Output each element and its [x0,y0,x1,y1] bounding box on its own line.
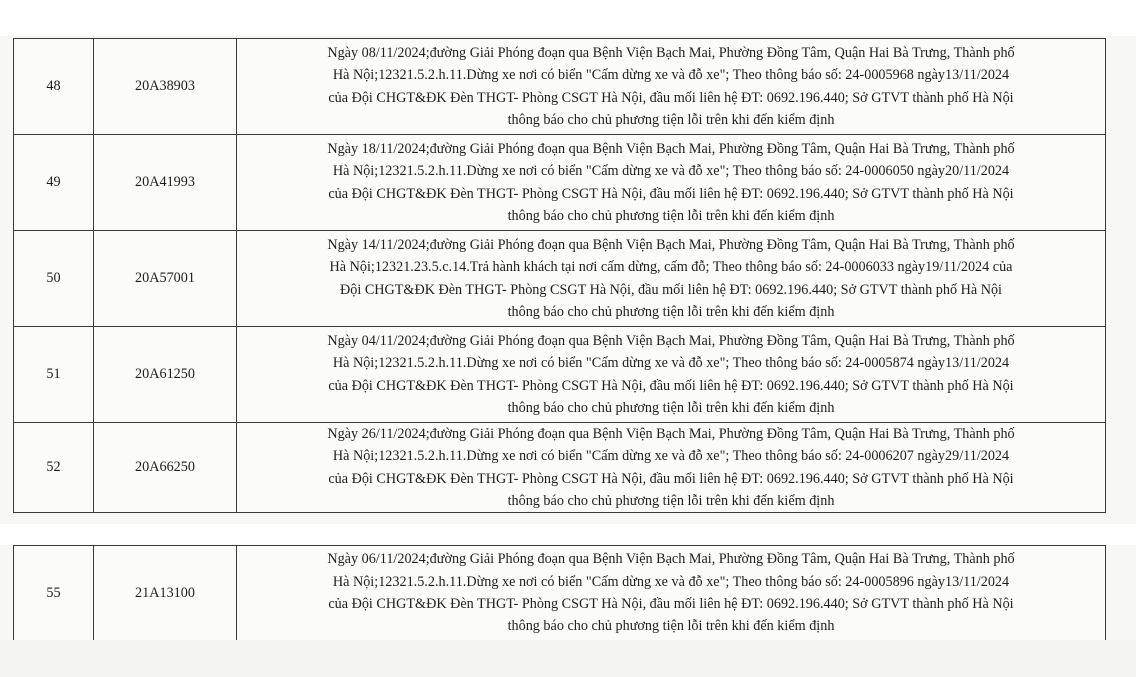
description-line: thông báo cho chủ phương tiện lỗi trên khi đến kiểm định [507,303,835,320]
row-number: 49 [14,135,94,231]
row-number: 55 [14,546,94,641]
row-number: 48 [14,39,94,135]
description-line: Ngày 18/11/2024;đường Giải Phóng đoạn qua Bệnh Viện Bạch Mai, Phường Đồng Tâm, Quận Hai Bà Trưng, Thành phố [327,140,1015,157]
description-line: Hà Nội;12321.5.2.h.11.Dừng xe nơi có biển "Cấm dừng xe và đỗ xe"; Theo thông báo số: 24-0005896 ngày13/11/2024 [332,573,1010,590]
violation-description [237,135,1106,231]
violation-description [237,423,1106,513]
description-line: Hà Nội;12321.5.2.h.11.Dừng xe nơi có biển "Cấm dừng xe và đỗ xe"; Theo thông báo số: 24-0005874 ngày13/11/2024 [332,355,1010,372]
description-line: Ngày 14/11/2024;đường Giải Phóng đoạn qua Bệnh Viện Bạch Mai, Phường Đồng Tâm, Quận Hai Bà Trưng, Thành phố [327,236,1015,253]
table-row [14,39,1106,135]
description-line: Hà Nội;12321.5.2.h.11.Dừng xe nơi có biển "Cấm dừng xe và đỗ xe"; Theo thông báo số: 24-0005968 ngày13/11/2024 [332,67,1010,84]
violation-description [237,327,1106,423]
description-line: của Đội CHGT&ĐK Đèn THGT- Phòng CSGT Hà Nội, đầu mối liên hệ ĐT: 0692.196.440; Sở GTVT thành phố Hà Nội [328,89,1014,106]
table-row [14,327,1106,423]
table-row [14,135,1106,231]
description-line: Đội CHGT&ĐK Đèn THGT- Phòng CSGT Hà Nội, đầu mối liên hệ ĐT: 0692.196.440; Sở GTVT thành phố Hà Nội [339,281,1003,298]
table-row [14,231,1106,327]
violation-table-continued [13,545,1106,641]
description-line: Hà Nội;12321.5.2.h.11.Dừng xe nơi có biển "Cấm dừng xe và đỗ xe"; Theo thông báo số: 24-0006207 ngày29/11/2024 [332,448,1010,465]
description-line: Ngày 06/11/2024;đường Giải Phóng đoạn qua Bệnh Viện Bạch Mai, Phường Đồng Tâm, Quận Hai Bà Trưng, Thành phố [327,551,1015,568]
table-row [14,423,1106,513]
description-line: Ngày 26/11/2024;đường Giải Phóng đoạn qua Bệnh Viện Bạch Mai, Phường Đồng Tâm, Quận Hai Bà Trưng, Thành phố [327,426,1015,442]
license-plate: 20A66250 [94,423,237,513]
description-line: Hà Nội;12321.23.5.c.14.Trả hành khách tại nơi cấm dừng, cấm đỗ; Theo thông báo số: 24-0006033 ngày19/11/2024 của [329,259,1013,276]
license-plate: 21A13100 [94,546,237,641]
row-number: 51 [14,327,94,423]
page-bottom-margin [0,640,1136,677]
license-plate: 20A38903 [94,39,237,135]
description-line: của Đội CHGT&ĐK Đèn THGT- Phòng CSGT Hà Nội, đầu mối liên hệ ĐT: 0692.196.440; Sở GTVT thành phố Hà Nội [328,596,1014,612]
violation-table [13,38,1106,513]
license-plate: 20A61250 [94,327,237,423]
description-line: của Đội CHGT&ĐK Đèn THGT- Phòng CSGT Hà Nội, đầu mối liên hệ ĐT: 0692.196.440; Sở GTVT thành phố Hà Nội [328,377,1014,394]
description-line: Ngày 08/11/2024;đường Giải Phóng đoạn qua Bệnh Viện Bạch Mai, Phường Đồng Tâm, Quận Hai Bà Trưng, Thành phố [327,44,1015,61]
license-plate: 20A57001 [94,231,237,327]
description-line: thông báo cho chủ phương tiện lỗi trên khi đến kiểm định [507,111,835,128]
license-plate: 20A41993 [94,135,237,231]
violation-description [237,231,1106,327]
description-line: thông báo cho chủ phương tiện lỗi trên khi đến kiểm định [507,207,835,224]
description-line: của Đội CHGT&ĐK Đèn THGT- Phòng CSGT Hà Nội, đầu mối liên hệ ĐT: 0692.196.440; Sở GTVT thành phố Hà Nội [328,470,1014,487]
row-number: 52 [14,423,94,513]
description-line: Hà Nội;12321.5.2.h.11.Dừng xe nơi có biển "Cấm dừng xe và đỗ xe"; Theo thông báo số: 24-0006050 ngày20/11/2024 [332,163,1010,180]
description-line: thông báo cho chủ phương tiện lỗi trên khi đến kiểm định [507,492,835,509]
description-line: thông báo cho chủ phương tiện lỗi trên khi đến kiểm định [507,618,835,635]
row-number: 50 [14,231,94,327]
table-row [14,546,1106,641]
violation-description [237,39,1106,135]
page-top-margin [0,0,1136,36]
description-line: của Đội CHGT&ĐK Đèn THGT- Phòng CSGT Hà Nội, đầu mối liên hệ ĐT: 0692.196.440; Sở GTVT thành phố Hà Nội [328,185,1014,202]
description-line: Ngày 04/11/2024;đường Giải Phóng đoạn qua Bệnh Viện Bạch Mai, Phường Đồng Tâm, Quận Hai Bà Trưng, Thành phố [327,332,1015,349]
page-gap [0,524,1136,545]
violation-description [237,546,1106,641]
description-line: thông báo cho chủ phương tiện lỗi trên khi đến kiểm định [507,399,835,416]
